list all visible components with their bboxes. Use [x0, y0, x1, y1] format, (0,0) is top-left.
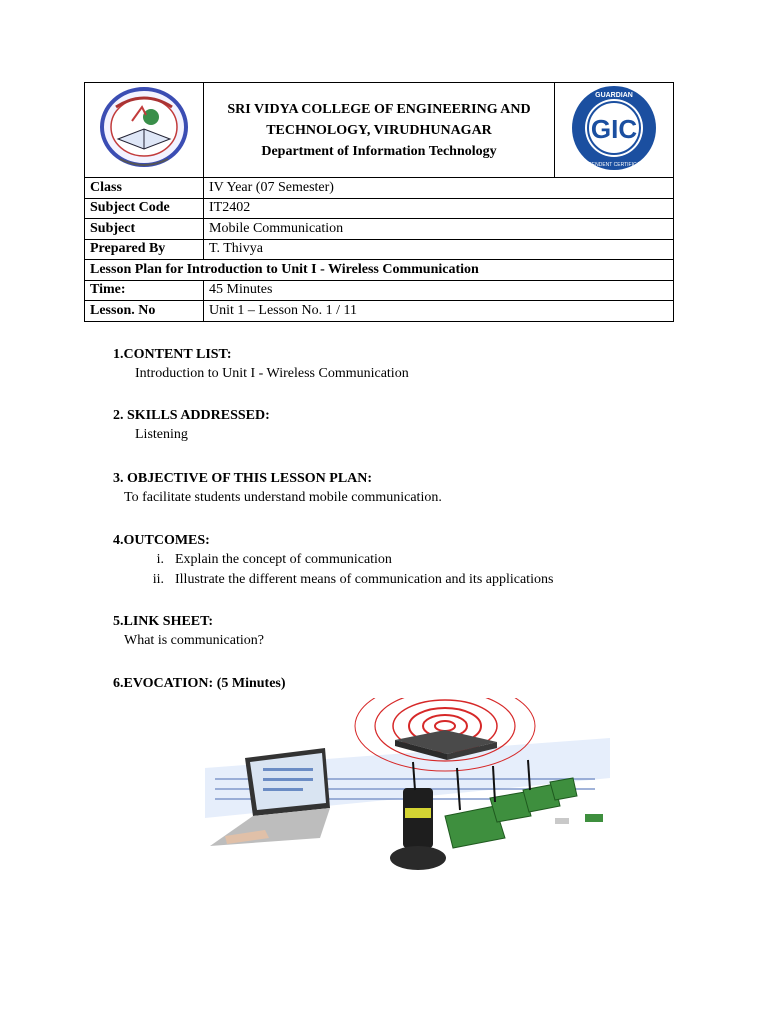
outcomes-section — [113, 532, 553, 590]
college-emblem-icon — [96, 85, 192, 171]
class-label: Class — [85, 178, 204, 199]
header-table — [84, 82, 674, 322]
outcome-text: Explain the concept of communication — [175, 552, 392, 567]
skills-text: Listening — [135, 427, 188, 442]
department-name: Department of Information Technology — [261, 143, 497, 159]
content-list-text: Introduction to Unit I - Wireless Communication — [135, 366, 409, 381]
outcome-number: i. — [156, 552, 164, 567]
lesson-no-label: Lesson. No — [85, 301, 204, 322]
gic-certification-seal-icon — [567, 84, 661, 172]
seal-letters: GIC — [590, 113, 638, 144]
college-name-line2: TECHNOLOGY, VIRUDHUNAGAR — [266, 122, 492, 138]
prepared-by-value: T. Thivya — [204, 239, 674, 260]
objective-section — [113, 470, 442, 508]
skills-section — [113, 407, 270, 445]
seal-text-top: GUARDIAN — [595, 91, 633, 99]
outcomes-heading: 4.OUTCOMES: — [113, 533, 210, 548]
objective-heading: 3. OBJECTIVE OF THIS LESSON PLAN: — [113, 471, 373, 486]
subject-value: Mobile Communication — [204, 219, 674, 240]
time-label: Time: — [85, 280, 204, 301]
objective-text: To facilitate students understand mobile communication. — [124, 490, 442, 505]
list-item — [113, 550, 553, 570]
lesson-no-value: Unit 1 – Lesson No. 1 / 11 — [204, 301, 674, 322]
right-logo-cell — [555, 83, 674, 178]
college-name-line1: SRI VIDYA COLLEGE OF ENGINEERING AND — [227, 101, 531, 117]
subject-code-label: Subject Code — [85, 198, 204, 219]
content-list-heading: 1.CONTENT LIST: — [113, 347, 232, 362]
seal-text-bottom: INDEPENDENT CERTIFICATION — [576, 161, 652, 168]
time-value: 45 Minutes — [204, 280, 674, 301]
link-sheet-heading: 5.LINK SHEET: — [113, 614, 214, 629]
subject-code-value: IT2402 — [204, 198, 674, 219]
evocation-heading: 6.EVOCATION: (5 Minutes) — [113, 676, 286, 691]
prepared-by-label: Prepared By — [85, 239, 204, 260]
lesson-plan-title: Lesson Plan for Introduction to Unit I - Wireless Communication — [85, 260, 674, 281]
link-sheet-text: What is communication? — [124, 633, 264, 648]
outcome-text: Illustrate the different means of communication and its applications — [175, 572, 554, 587]
link-sheet-section — [113, 613, 264, 651]
evocation-section — [113, 675, 286, 693]
list-item — [113, 570, 553, 590]
outcome-number: ii. — [152, 572, 164, 587]
content-list-section — [113, 346, 409, 384]
skills-heading: 2. SKILLS ADDRESSED: — [113, 408, 270, 423]
class-value: IV Year (07 Semester) — [204, 178, 674, 199]
college-title-cell — [204, 83, 555, 178]
subject-label: Subject — [85, 219, 204, 240]
wireless-sensor-network-illustration — [205, 698, 610, 878]
left-logo-cell — [85, 83, 204, 178]
